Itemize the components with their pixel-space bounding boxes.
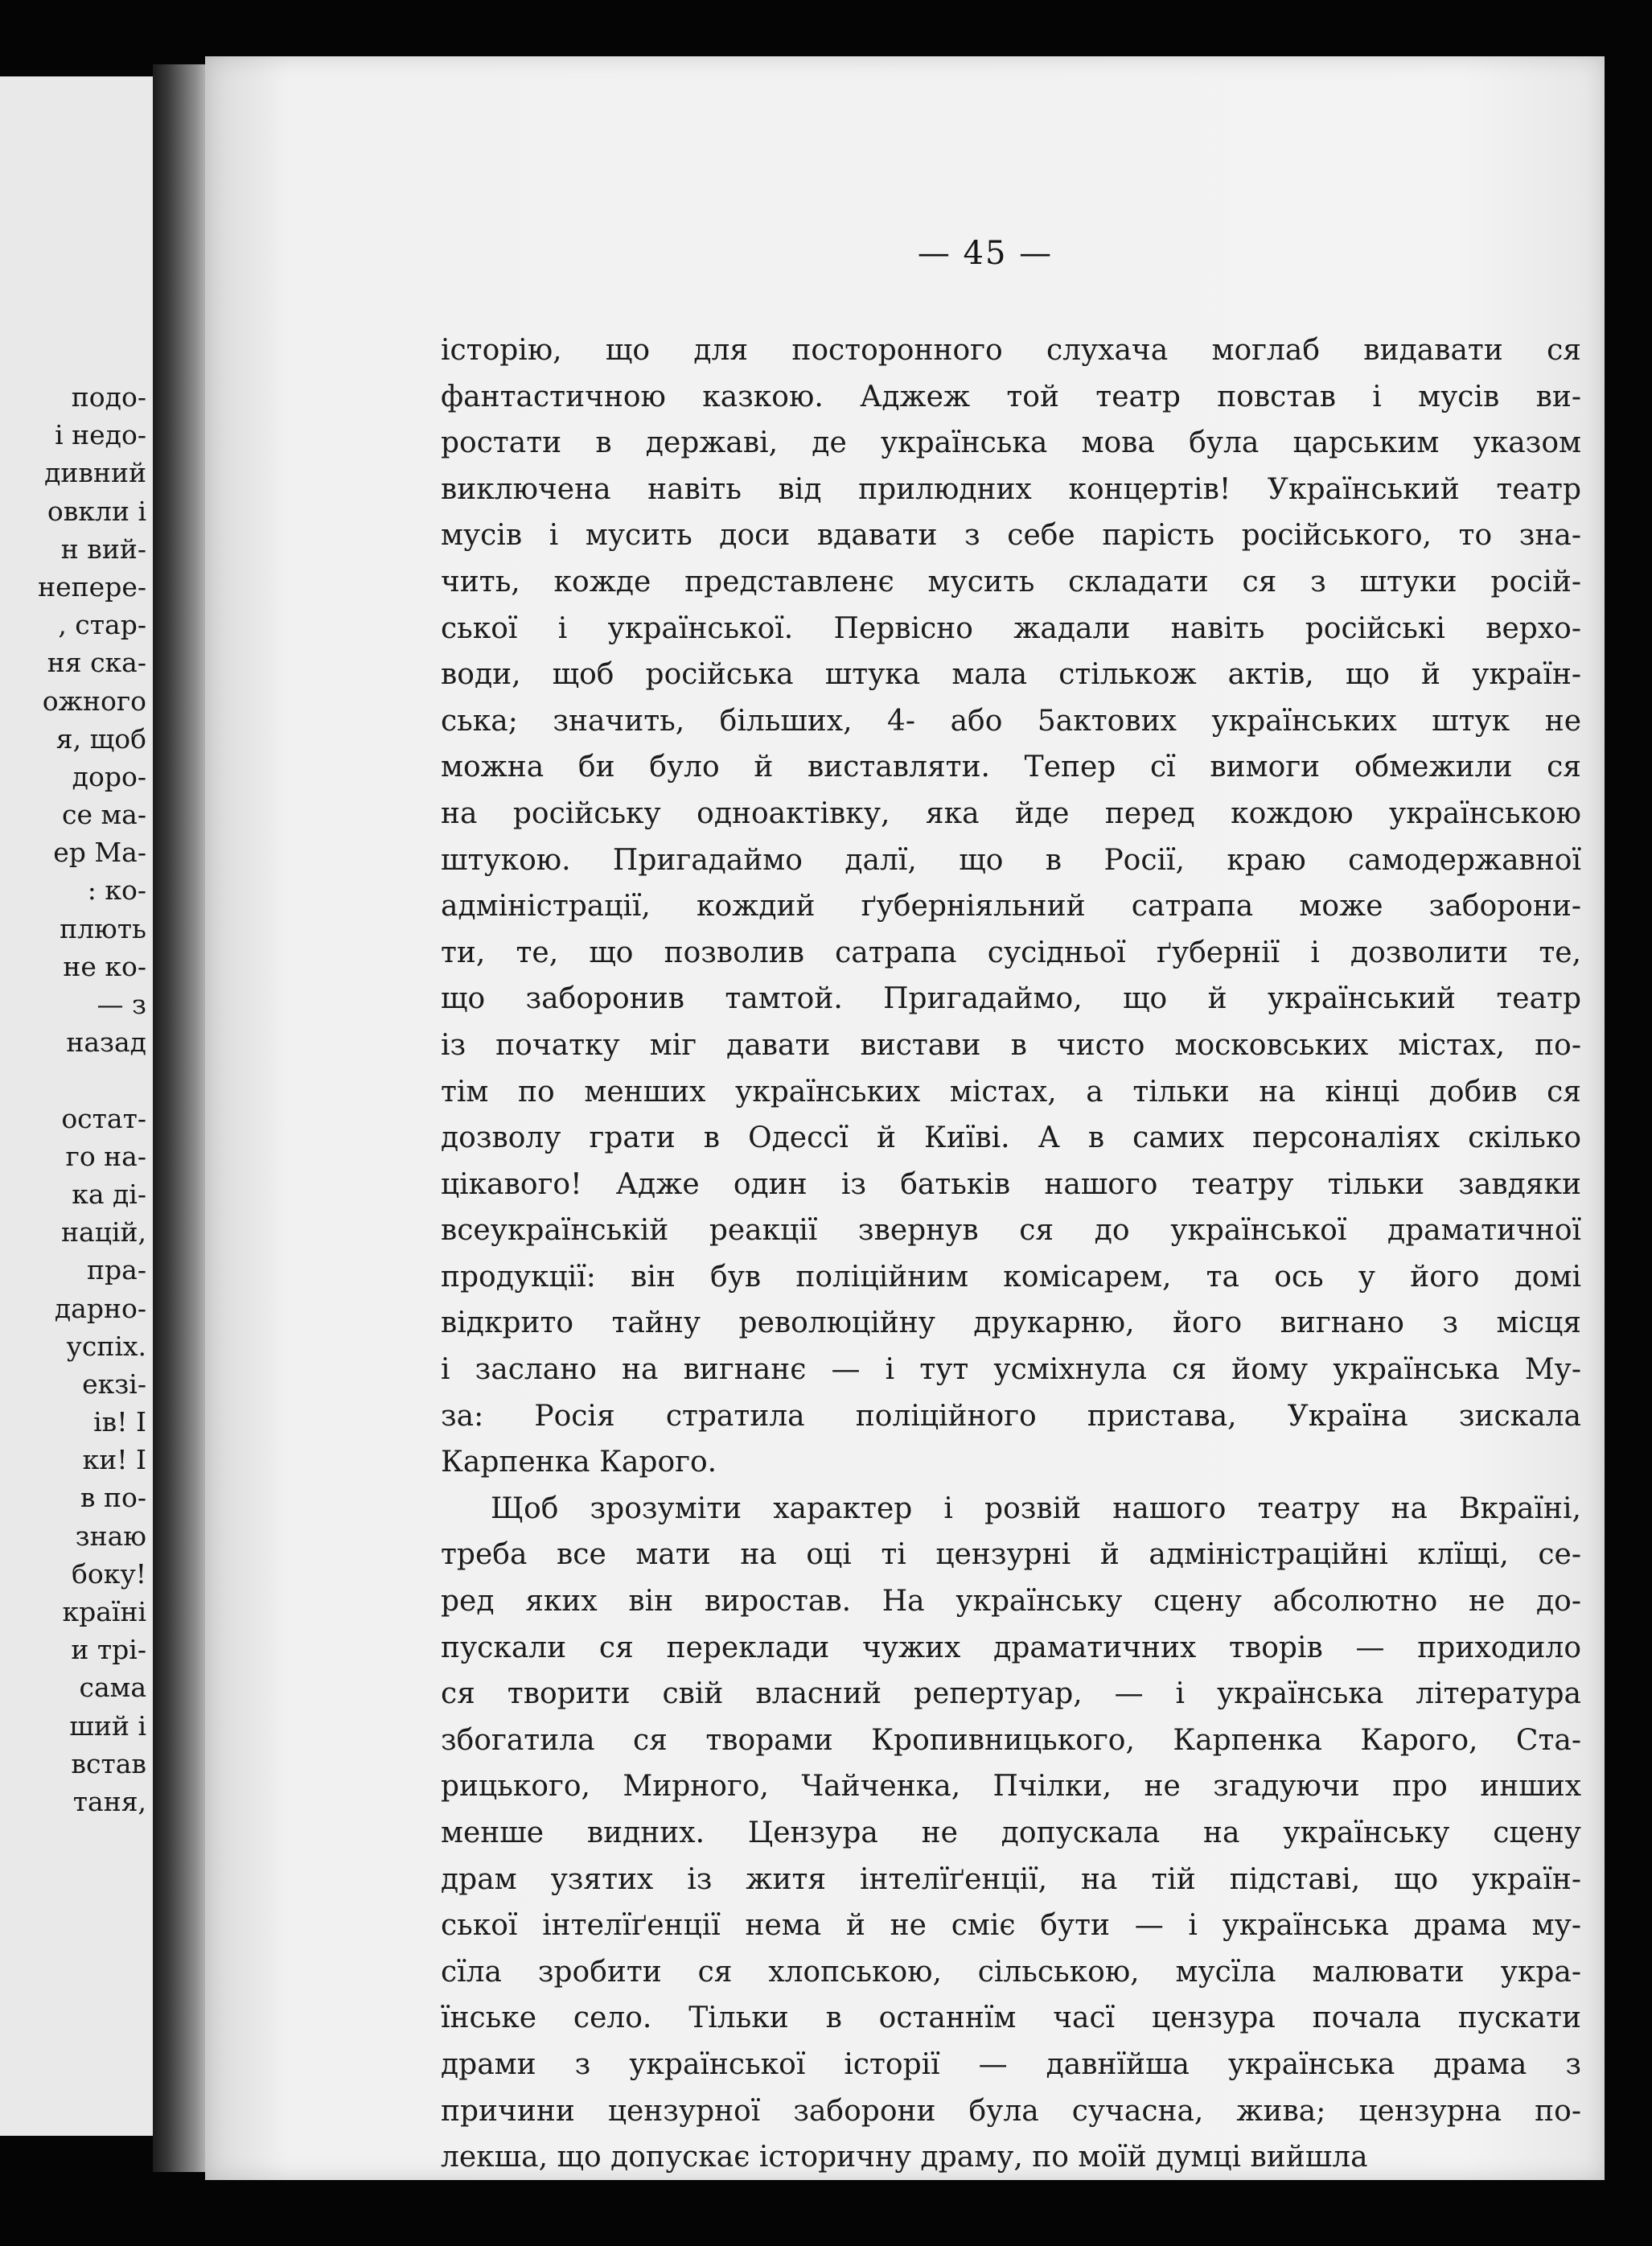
left-page-line: овкли і	[47, 495, 146, 527]
left-page-line: се ма-	[62, 799, 146, 831]
left-page-line: ів! І	[93, 1406, 146, 1438]
text-line: штукою. Пригадаймо далї, що в Росії, краю самодержавної	[441, 843, 1581, 877]
left-page-line: подо-	[71, 381, 146, 413]
text-line: продукції: він був поліційним комісарем, та ось у його домі	[441, 1260, 1581, 1294]
left-page-line: не ко-	[63, 950, 146, 982]
text-line: Щоб зрозуміти характер і розвій нашого театру на Вкраїні,	[491, 1491, 1581, 1525]
text-line: виключена навіть від прилюдних концертів! Український театр	[441, 472, 1581, 506]
text-line: їнське село. Тільки в останнїм часї цензура почала пускати	[441, 2001, 1581, 2035]
left-page-line: ка ді-	[72, 1178, 146, 1210]
body-text	[441, 327, 1581, 2181]
left-page-line: і недо-	[55, 419, 146, 451]
text-line: всеукраїнській реакції звернув ся до української драматичної	[441, 1214, 1581, 1248]
text-line: менше видних. Цензура не допускала на українську сцену	[441, 1816, 1581, 1849]
text-line: можна би було й виставляти. Тепер сї вимоги обмежили ся	[441, 751, 1581, 784]
left-page-line: знаю	[75, 1520, 146, 1552]
left-page-line: н вий-	[60, 533, 146, 565]
left-page-line: в по-	[80, 1482, 146, 1514]
text-line: Карпенка Карого.	[441, 1446, 717, 1479]
text-line: історію, що для посторонного слухача моглаб видавати ся	[441, 334, 1581, 367]
text-line: води, щоб російська штука мала стількож актів, що й україн-	[441, 658, 1581, 692]
left-page-line: ня ска-	[47, 647, 146, 679]
left-page-line: ки! І	[82, 1444, 146, 1476]
text-line: ти, те, що позволив сатрапа сусідньої ґубернії і дозволити те,	[441, 936, 1581, 969]
text-line: із початку міг давати вистави в чисто московських містах, по-	[441, 1028, 1581, 1062]
text-line: ростати в державі, де українська мова була царським указом	[441, 426, 1581, 460]
text-line: чить, кожде представленє мусить складати ся з штуки росій-	[441, 565, 1581, 599]
text-line: причини цензурної заборони була сучасна, жива; цензурна по-	[441, 2094, 1581, 2128]
book-spine-gutter	[153, 64, 213, 2172]
left-page-line: го на-	[65, 1140, 146, 1172]
left-page-line: плють	[60, 912, 146, 944]
left-page-line: сама	[79, 1672, 146, 1704]
text-line: фантастичною казкою. Аджеж той театр повстав і мусів ви-	[441, 380, 1581, 413]
text-line: збогатила ся творами Кропивницького, Карпенка Карого, Ста-	[441, 1723, 1581, 1757]
text-line: сїла зробити ся хлопською, сільською, мусїла малювати укра-	[441, 1955, 1581, 1989]
page-number: — 45 —	[917, 235, 1054, 272]
right-page	[205, 56, 1605, 2180]
text-line: ської інтелїґенції нема й не сміє бути — і українська драма му-	[441, 1909, 1581, 1943]
left-page-line: ер Ма-	[53, 837, 146, 869]
left-page-line: пра-	[87, 1254, 146, 1286]
text-line: ської і української. Первісно жадали навіть російські верхо-	[441, 611, 1581, 645]
left-page-text-fragments	[38, 378, 146, 1820]
text-line: треба все мати на оці ті цензурні й адміністраційні клїщі, се-	[441, 1538, 1581, 1572]
left-page-line	[38, 1061, 146, 1099]
text-line: пускали ся переклади чужих драматичних творів — приходило	[441, 1631, 1581, 1664]
left-page-line: : ко-	[87, 874, 146, 907]
text-line: відкрито тайну революційну друкарню, його вигнано з місця	[441, 1306, 1581, 1340]
left-page-line: встав	[71, 1747, 146, 1779]
text-line: лекша, що допускає історичну драму, по моїй думці вийшла	[441, 2141, 1368, 2174]
text-line: драм узятих із житя інтелїґенції, на тій підставі, що україн-	[441, 1862, 1581, 1896]
left-page-line: , стар-	[58, 609, 146, 641]
text-line: мусів і мусить доси вдавати з себе парість російського, то зна-	[441, 519, 1581, 553]
left-page-line: — з	[97, 989, 146, 1020]
text-line: адміністрації, кождий ґуберніяльний сатрапа може заборони-	[441, 890, 1581, 923]
text-line: ред яких він виростав. На українську сцену абсолютно не до-	[441, 1585, 1581, 1619]
text-line: ська; значить, більших, 4- або 5актових українських штук не	[441, 704, 1581, 738]
left-page-line: ожного	[42, 685, 146, 717]
text-line: дозволу грати в Одессї й Київі. А в самих персоналіях скілько	[441, 1121, 1581, 1155]
left-page-line: дивний	[44, 457, 146, 489]
left-page-line: назад	[66, 1026, 146, 1059]
left-page-line: непере-	[38, 570, 146, 603]
left-facing-page	[0, 76, 153, 2136]
left-page-line: націй,	[61, 1216, 146, 1248]
text-line: драми з української історії — давнїйша українська драма з	[441, 2047, 1581, 2081]
left-page-line: успіх.	[66, 1330, 146, 1362]
left-page-line: екзі-	[82, 1368, 146, 1400]
left-page-line: и трі-	[71, 1634, 146, 1666]
left-page-line: боку!	[71, 1557, 146, 1590]
text-line: на російську одноактівку, яка йде перед кождою українською	[441, 796, 1581, 830]
text-line: рицького, Мирного, Чайченка, Пчілки, не згадуючи про инших	[441, 1770, 1581, 1804]
left-page-line: доро-	[72, 760, 146, 792]
text-line: за: Росія стратила поліційного пристава, Україна зискала	[441, 1399, 1581, 1433]
text-line: і заслано на вигнанє — і тут усміхнула ся йому українська Му-	[441, 1353, 1581, 1387]
left-page-line: країні	[62, 1596, 146, 1627]
left-page-line: ший і	[69, 1709, 146, 1742]
text-line: тім по менших українських містах, а тільки на кінці добив ся	[441, 1075, 1581, 1109]
text-line: що заборонив тамтой. Пригадаймо, що й український театр	[441, 982, 1581, 1016]
left-page-line: я, щоб	[55, 722, 146, 755]
text-line: ся творити свій власний репертуар, — і українська література	[441, 1677, 1581, 1711]
text-line: цікавого! Адже один із батьків нашого театру тільки завдяки	[441, 1167, 1581, 1201]
left-page-line: дарно-	[54, 1292, 146, 1324]
left-page-line: остат-	[61, 1102, 146, 1134]
left-page-line: таня,	[72, 1785, 146, 1817]
